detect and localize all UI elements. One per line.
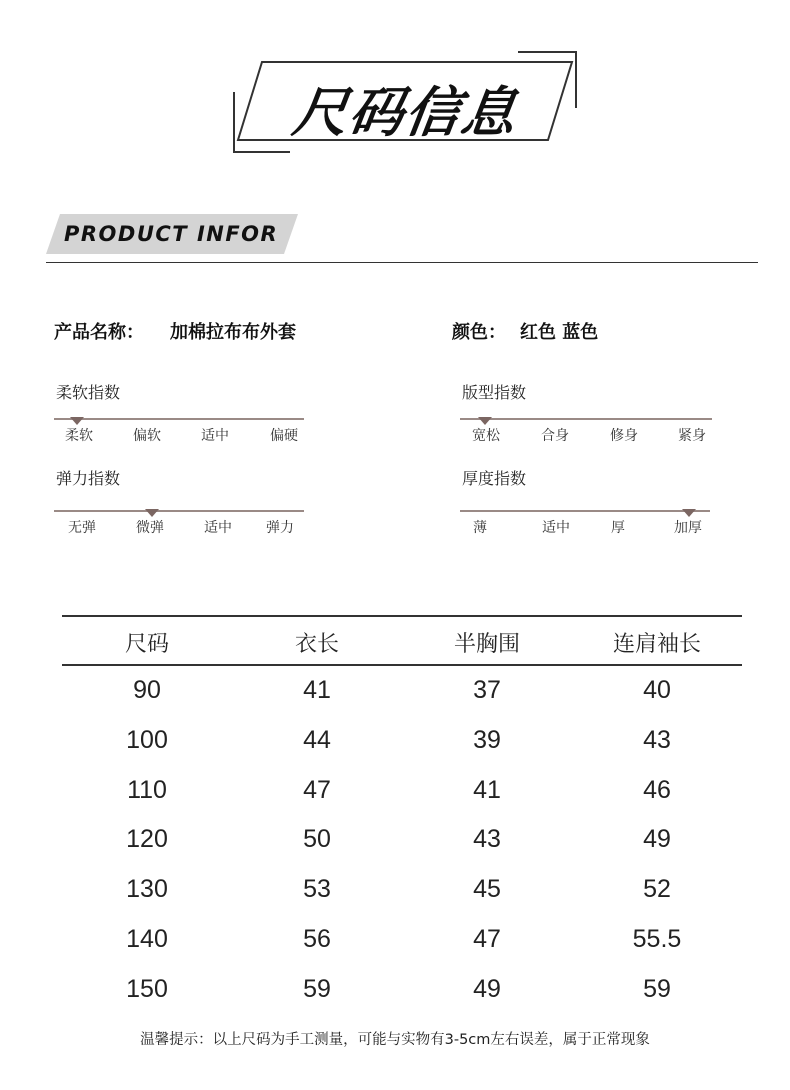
- softness-marker-icon: [70, 417, 84, 425]
- table-cell: 47: [303, 776, 331, 804]
- table-cell: 50: [303, 825, 331, 853]
- softness-tick: 柔软: [65, 428, 93, 444]
- table-header-cell: 尺码: [124, 632, 169, 657]
- thickness-tick: 薄: [473, 520, 487, 536]
- table-header-cell: 衣长: [294, 632, 339, 657]
- table-cell: 52: [643, 875, 671, 903]
- fit-tick: 修身: [610, 428, 638, 444]
- table-cell: 150: [126, 975, 168, 1003]
- table-cell: 56: [303, 925, 331, 953]
- table-cell: 41: [303, 676, 331, 704]
- softness-tick: 偏软: [133, 428, 161, 444]
- fit-scale-title: 版型指数: [462, 383, 527, 402]
- softness-scale-title: 柔软指数: [56, 383, 121, 402]
- table-cell: 40: [643, 676, 671, 704]
- table-cell: 59: [643, 975, 671, 1003]
- table-cell: 47: [473, 925, 501, 953]
- thickness-scale-line: [460, 510, 710, 512]
- footnote: 温馨提示：以上尺码为手工测量，可能与实物有3-5cm左右误差，属于正常现象: [140, 1032, 650, 1048]
- section-divider: [46, 262, 758, 263]
- section-tag: [46, 214, 298, 254]
- table-cell: 49: [643, 825, 671, 853]
- table-cell: 110: [127, 776, 167, 804]
- thickness-tick: 加厚: [674, 520, 702, 536]
- softness-scale-line: [54, 418, 304, 420]
- product-name-label: 产品名称：: [54, 322, 144, 343]
- table-cell: 53: [303, 875, 331, 903]
- table-cell: 45: [473, 875, 501, 903]
- elasticity-tick: 无弹: [68, 520, 96, 536]
- table-cell: 49: [473, 975, 501, 1003]
- table-cell: 120: [126, 825, 168, 853]
- table-header-rule: [62, 664, 742, 666]
- table-cell: 43: [473, 825, 501, 853]
- softness-tick: 偏硬: [270, 428, 298, 444]
- table-cell: 37: [473, 676, 501, 704]
- page-title: 尺码信息: [289, 81, 522, 144]
- table-cell: 59: [303, 975, 331, 1003]
- color-label: 颜色：: [452, 322, 506, 343]
- table-cell: 44: [303, 726, 331, 754]
- product-name-value: 加棉拉布布外套: [170, 322, 296, 343]
- thickness-tick: 适中: [542, 520, 570, 536]
- table-cell: 55.5: [632, 925, 682, 953]
- table-cell: 140: [126, 925, 168, 953]
- fit-tick: 宽松: [472, 428, 500, 444]
- section-tag-label: PRODUCT INFOR: [64, 222, 279, 246]
- table-cell: 130: [126, 875, 168, 903]
- title-banner: [232, 48, 580, 158]
- fit-tick: 合身: [541, 428, 569, 444]
- table-cell: 41: [473, 776, 501, 804]
- table-cell: 46: [643, 776, 671, 804]
- fit-tick: 紧身: [678, 428, 706, 444]
- table-header-cell: 半胸围: [453, 632, 520, 657]
- elasticity-tick: 微弹: [136, 520, 164, 536]
- fit-scale-line: [460, 418, 712, 420]
- table-top-rule: [62, 615, 742, 617]
- thickness-marker-icon: [682, 509, 696, 517]
- table-cell: 39: [473, 726, 501, 754]
- softness-tick: 适中: [201, 428, 229, 444]
- elasticity-scale-line: [54, 510, 304, 512]
- table-cell: 90: [133, 676, 161, 704]
- thickness-tick: 厚: [611, 520, 625, 536]
- table-cell: 43: [643, 726, 671, 754]
- table-cell: 100: [126, 726, 168, 754]
- thickness-scale-title: 厚度指数: [462, 469, 527, 488]
- fit-marker-icon: [478, 417, 492, 425]
- color-value: 红色 蓝色: [520, 322, 599, 343]
- table-header-cell: 连肩袖长: [612, 632, 701, 657]
- elasticity-tick: 弹力: [266, 520, 294, 536]
- elasticity-tick: 适中: [204, 520, 232, 536]
- elasticity-scale-title: 弹力指数: [56, 469, 121, 488]
- elasticity-marker-icon: [145, 509, 159, 517]
